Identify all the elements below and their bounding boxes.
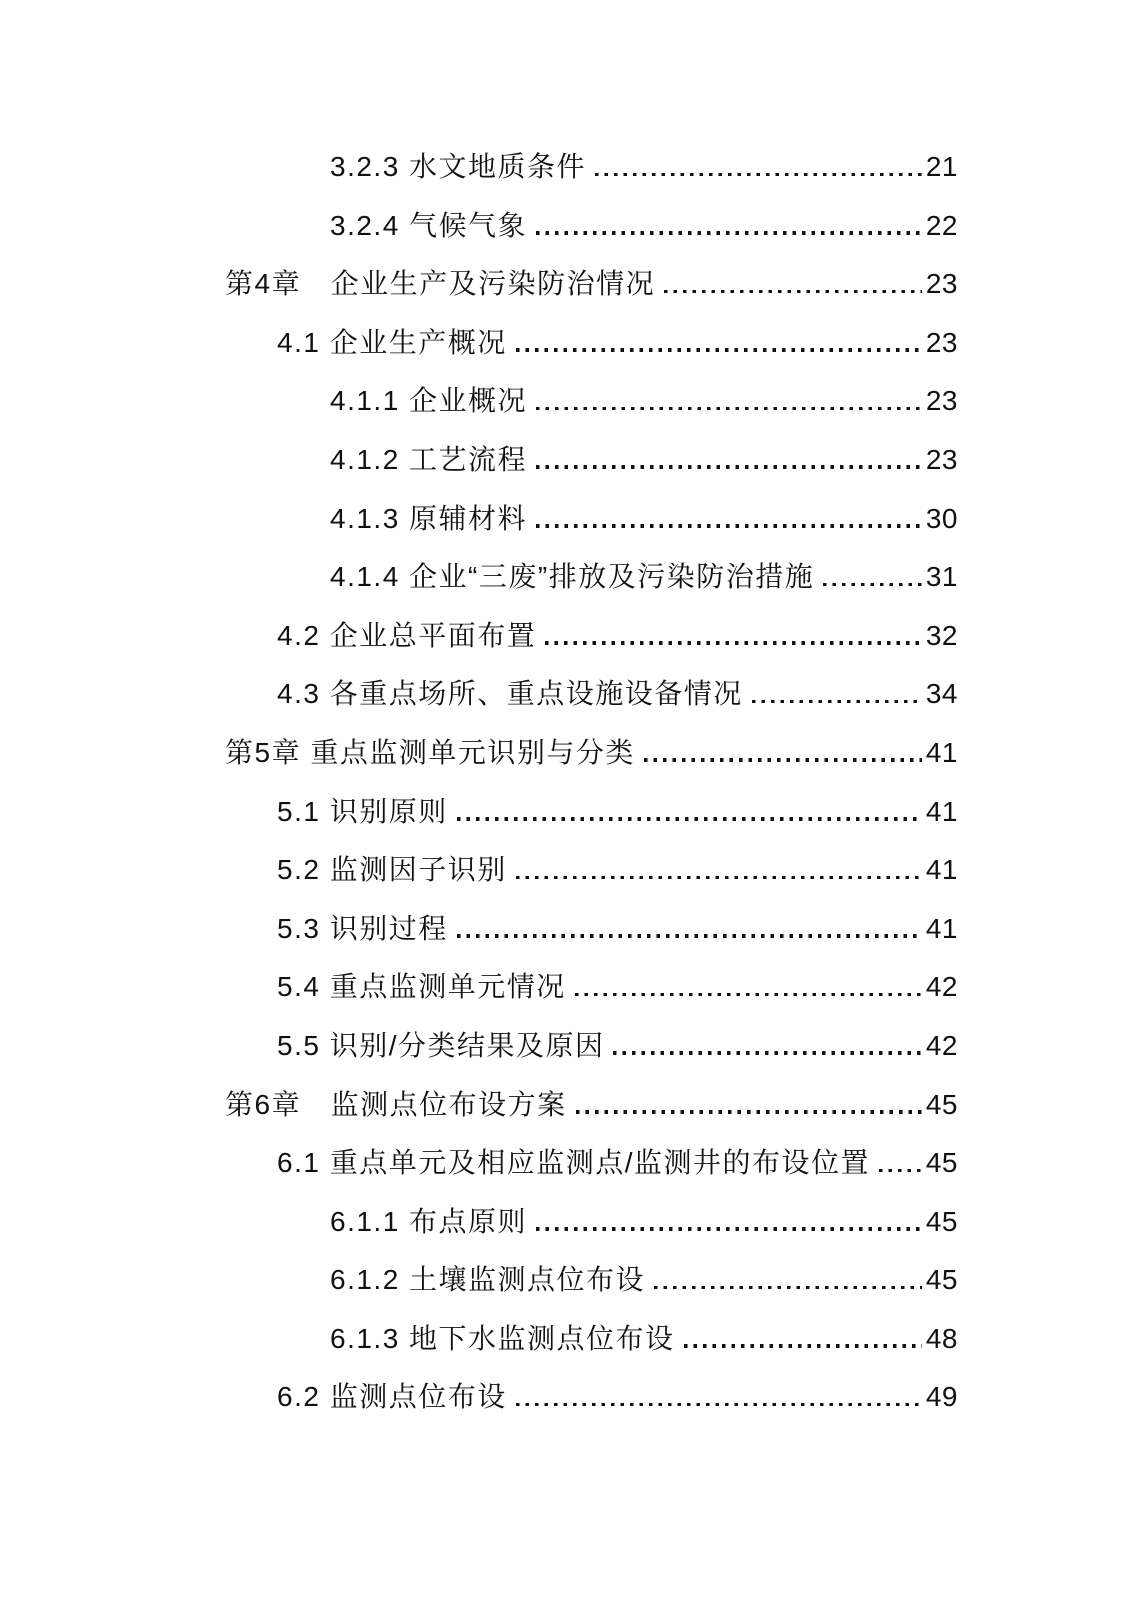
toc-entry-label: 6.1.1 布点原则 — [330, 1205, 528, 1237]
toc-entry[interactable] — [225, 269, 958, 328]
toc-leader-dots — [516, 1403, 922, 1407]
toc-entry-label: 5.5 识别/分类结果及原因 — [277, 1029, 605, 1061]
toc-entry[interactable] — [225, 328, 958, 387]
toc-entry-page: 45 — [925, 1264, 958, 1296]
toc-entry-page: 23 — [925, 268, 958, 300]
toc-entry-page: 21 — [925, 151, 958, 182]
toc-entry[interactable] — [225, 1090, 958, 1149]
toc-entry-page: 23 — [925, 443, 958, 475]
toc-entry-label: 第5章 重点监测单元识别与分类 — [225, 736, 635, 768]
toc-entry-page: 41 — [925, 912, 958, 944]
toc-entry[interactable] — [225, 914, 958, 973]
toc-entry-page: 23 — [925, 326, 958, 358]
toc-leader-dots — [576, 1110, 922, 1114]
toc-leader-dots — [516, 876, 922, 880]
toc-leader-dots — [575, 993, 922, 997]
toc-entry-page: 42 — [925, 971, 958, 1003]
toc-leader-dots — [457, 934, 922, 938]
toc-entry[interactable] — [225, 152, 958, 211]
toc-entry-page: 45 — [925, 1088, 958, 1120]
toc-entry-label: 6.1.2 土壤监测点位布设 — [330, 1264, 646, 1296]
toc-entry-page: 49 — [925, 1381, 958, 1413]
toc-list — [225, 152, 958, 1441]
toc-entry-page: 22 — [925, 209, 958, 241]
toc-entry-label: 4.2 企业总平面布置 — [277, 619, 537, 651]
toc-entry-label: 6.2 监测点位布设 — [277, 1381, 507, 1413]
toc-leader-dots — [823, 583, 922, 587]
toc-leader-dots — [536, 524, 922, 528]
toc-entry-label: 4.1.3 原辅材料 — [330, 502, 528, 534]
toc-entry[interactable] — [225, 1324, 958, 1383]
toc-entry-label: 第4章 企业生产及污染防治情况 — [225, 268, 656, 300]
toc-entry-page: 45 — [925, 1205, 958, 1237]
toc-leader-dots — [879, 1169, 922, 1173]
toc-entry-label: 4.1.2 工艺流程 — [330, 443, 528, 475]
toc-leader-dots — [545, 641, 922, 645]
toc-entry[interactable] — [225, 855, 958, 914]
toc-leader-dots — [613, 1051, 921, 1055]
toc-entry-label: 5.3 识别过程 — [277, 912, 448, 944]
toc-leader-dots — [536, 465, 922, 469]
toc-entry[interactable] — [225, 1382, 958, 1441]
toc-leader-dots — [595, 173, 922, 177]
toc-entry[interactable] — [225, 621, 958, 680]
toc-entry[interactable] — [225, 679, 958, 738]
toc-entry-label: 6.1.3 地下水监测点位布设 — [330, 1322, 675, 1354]
toc-entry-label: 5.2 监测因子识别 — [277, 854, 507, 886]
toc-leader-dots — [752, 700, 922, 704]
toc-entry-page: 41 — [925, 736, 958, 768]
toc-leader-dots — [654, 1286, 922, 1290]
toc-entry-label: 4.1.1 企业概况 — [330, 385, 528, 417]
toc-entry-label: 6.1 重点单元及相应监测点/监测井的布设位置 — [277, 1147, 870, 1179]
toc-entry-label: 5.4 重点监测单元情况 — [277, 971, 566, 1003]
toc-entry-label: 3.2.4 气候气象 — [330, 209, 528, 241]
toc-entry-page: 23 — [925, 385, 958, 417]
toc-leader-dots — [536, 1227, 922, 1231]
toc-leader-dots — [536, 407, 922, 411]
toc-entry[interactable] — [225, 738, 958, 797]
toc-entry[interactable] — [225, 972, 958, 1031]
toc-entry[interactable] — [225, 386, 958, 445]
toc-leader-dots — [644, 758, 922, 762]
toc-entry-page: 41 — [925, 854, 958, 886]
toc-entry-page: 41 — [925, 795, 958, 827]
toc-entry[interactable] — [225, 797, 958, 856]
toc-entry-label: 4.1 企业生产概况 — [277, 326, 507, 358]
toc-entry-label: 第6章 监测点位布设方案 — [225, 1088, 567, 1120]
toc-leader-dots — [684, 1344, 922, 1348]
toc-entry-page: 45 — [925, 1147, 958, 1179]
toc-entry-page: 32 — [925, 619, 958, 651]
toc-entry-label: 5.1 识别原则 — [277, 795, 448, 827]
toc-entry-label: 3.2.3 水文地质条件 — [330, 151, 587, 182]
toc-entry[interactable] — [225, 211, 958, 270]
toc-leader-dots — [516, 348, 922, 352]
toc-entry[interactable] — [225, 504, 958, 563]
toc-entry-label: 4.3 各重点场所、重点设施设备情况 — [277, 678, 743, 710]
toc-leader-dots — [664, 290, 922, 294]
toc-entry-page: 48 — [925, 1322, 958, 1354]
toc-entry[interactable] — [225, 1148, 958, 1207]
toc-entry-label: 4.1.4 企业“三废”排放及污染防治措施 — [330, 561, 815, 593]
toc-entry-page: 30 — [925, 502, 958, 534]
toc-leader-dots — [457, 817, 922, 821]
toc-entry-page: 31 — [925, 561, 958, 593]
toc-entry[interactable] — [225, 1265, 958, 1324]
toc-entry[interactable] — [225, 1031, 958, 1090]
toc-leader-dots — [536, 231, 922, 235]
toc-entry-page: 34 — [925, 678, 958, 710]
toc-entry[interactable] — [225, 1207, 958, 1266]
toc-entry-page: 42 — [925, 1029, 958, 1061]
toc-entry[interactable] — [225, 562, 958, 621]
toc-entry[interactable] — [225, 445, 958, 504]
